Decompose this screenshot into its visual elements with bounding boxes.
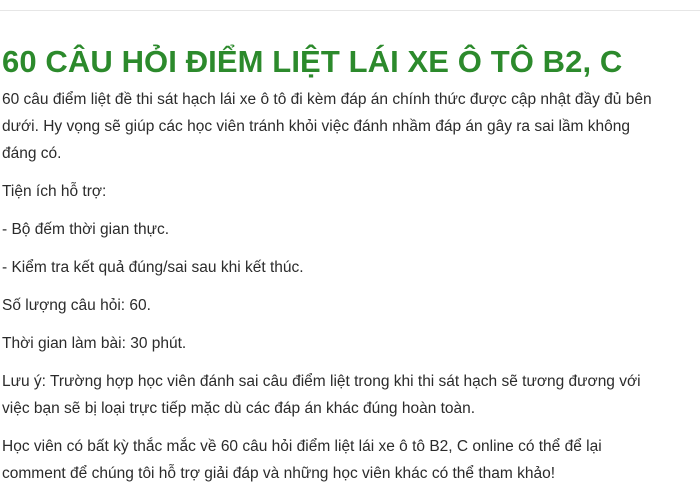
intro-line-2: dưới. Hy vọng sẽ giúp các học viên tránh khỏi việc đánh nhầm đáp án gây ra sai lầm không <box>2 118 630 135</box>
comment-prompt-line-1: Học viên có bất kỳ thắc mắc về 60 câu hỏi điểm liệt lái xe ô tô B2, C online có thể để lại <box>2 438 602 455</box>
article <box>2 40 700 498</box>
feature-item-result-check: - Kiểm tra kết quả đúng/sai sau khi kết thúc. <box>2 259 304 276</box>
top-divider <box>0 10 700 11</box>
note-line-1: Lưu ý: Trường hợp học viên đánh sai câu điểm liệt trong khi thi sát hạch sẽ tương đương với <box>2 373 641 390</box>
article-body <box>2 86 700 487</box>
intro-line-1: 60 câu điểm liệt đề thi sát hạch lái xe ô tô đi kèm đáp án chính thức được cập nhật đầy đủ bên <box>2 91 652 108</box>
note-line-2: việc bạn sẽ bị loại trực tiếp mặc dù các đáp án khác đúng hoàn toàn. <box>2 400 476 417</box>
intro-paragraph <box>2 86 700 167</box>
feature-item-timer: - Bộ đếm thời gian thực. <box>2 221 170 238</box>
features-heading: Tiện ích hỗ trợ: <box>2 183 107 200</box>
comment-prompt-line-2: comment để chúng tôi hỗ trợ giải đáp và những học viên khác có thể tham khảo! <box>2 465 556 482</box>
comment-prompt-paragraph <box>2 433 700 487</box>
duration: Thời gian làm bài: 30 phút. <box>2 335 187 352</box>
question-count: Số lượng câu hỏi: 60. <box>2 297 151 314</box>
intro-line-3: đáng có. <box>2 145 62 162</box>
page-title: 60 CÂU HỎI ĐIỂM LIỆT LÁI XE Ô TÔ B2, C <box>2 44 623 79</box>
note-paragraph <box>2 368 700 422</box>
